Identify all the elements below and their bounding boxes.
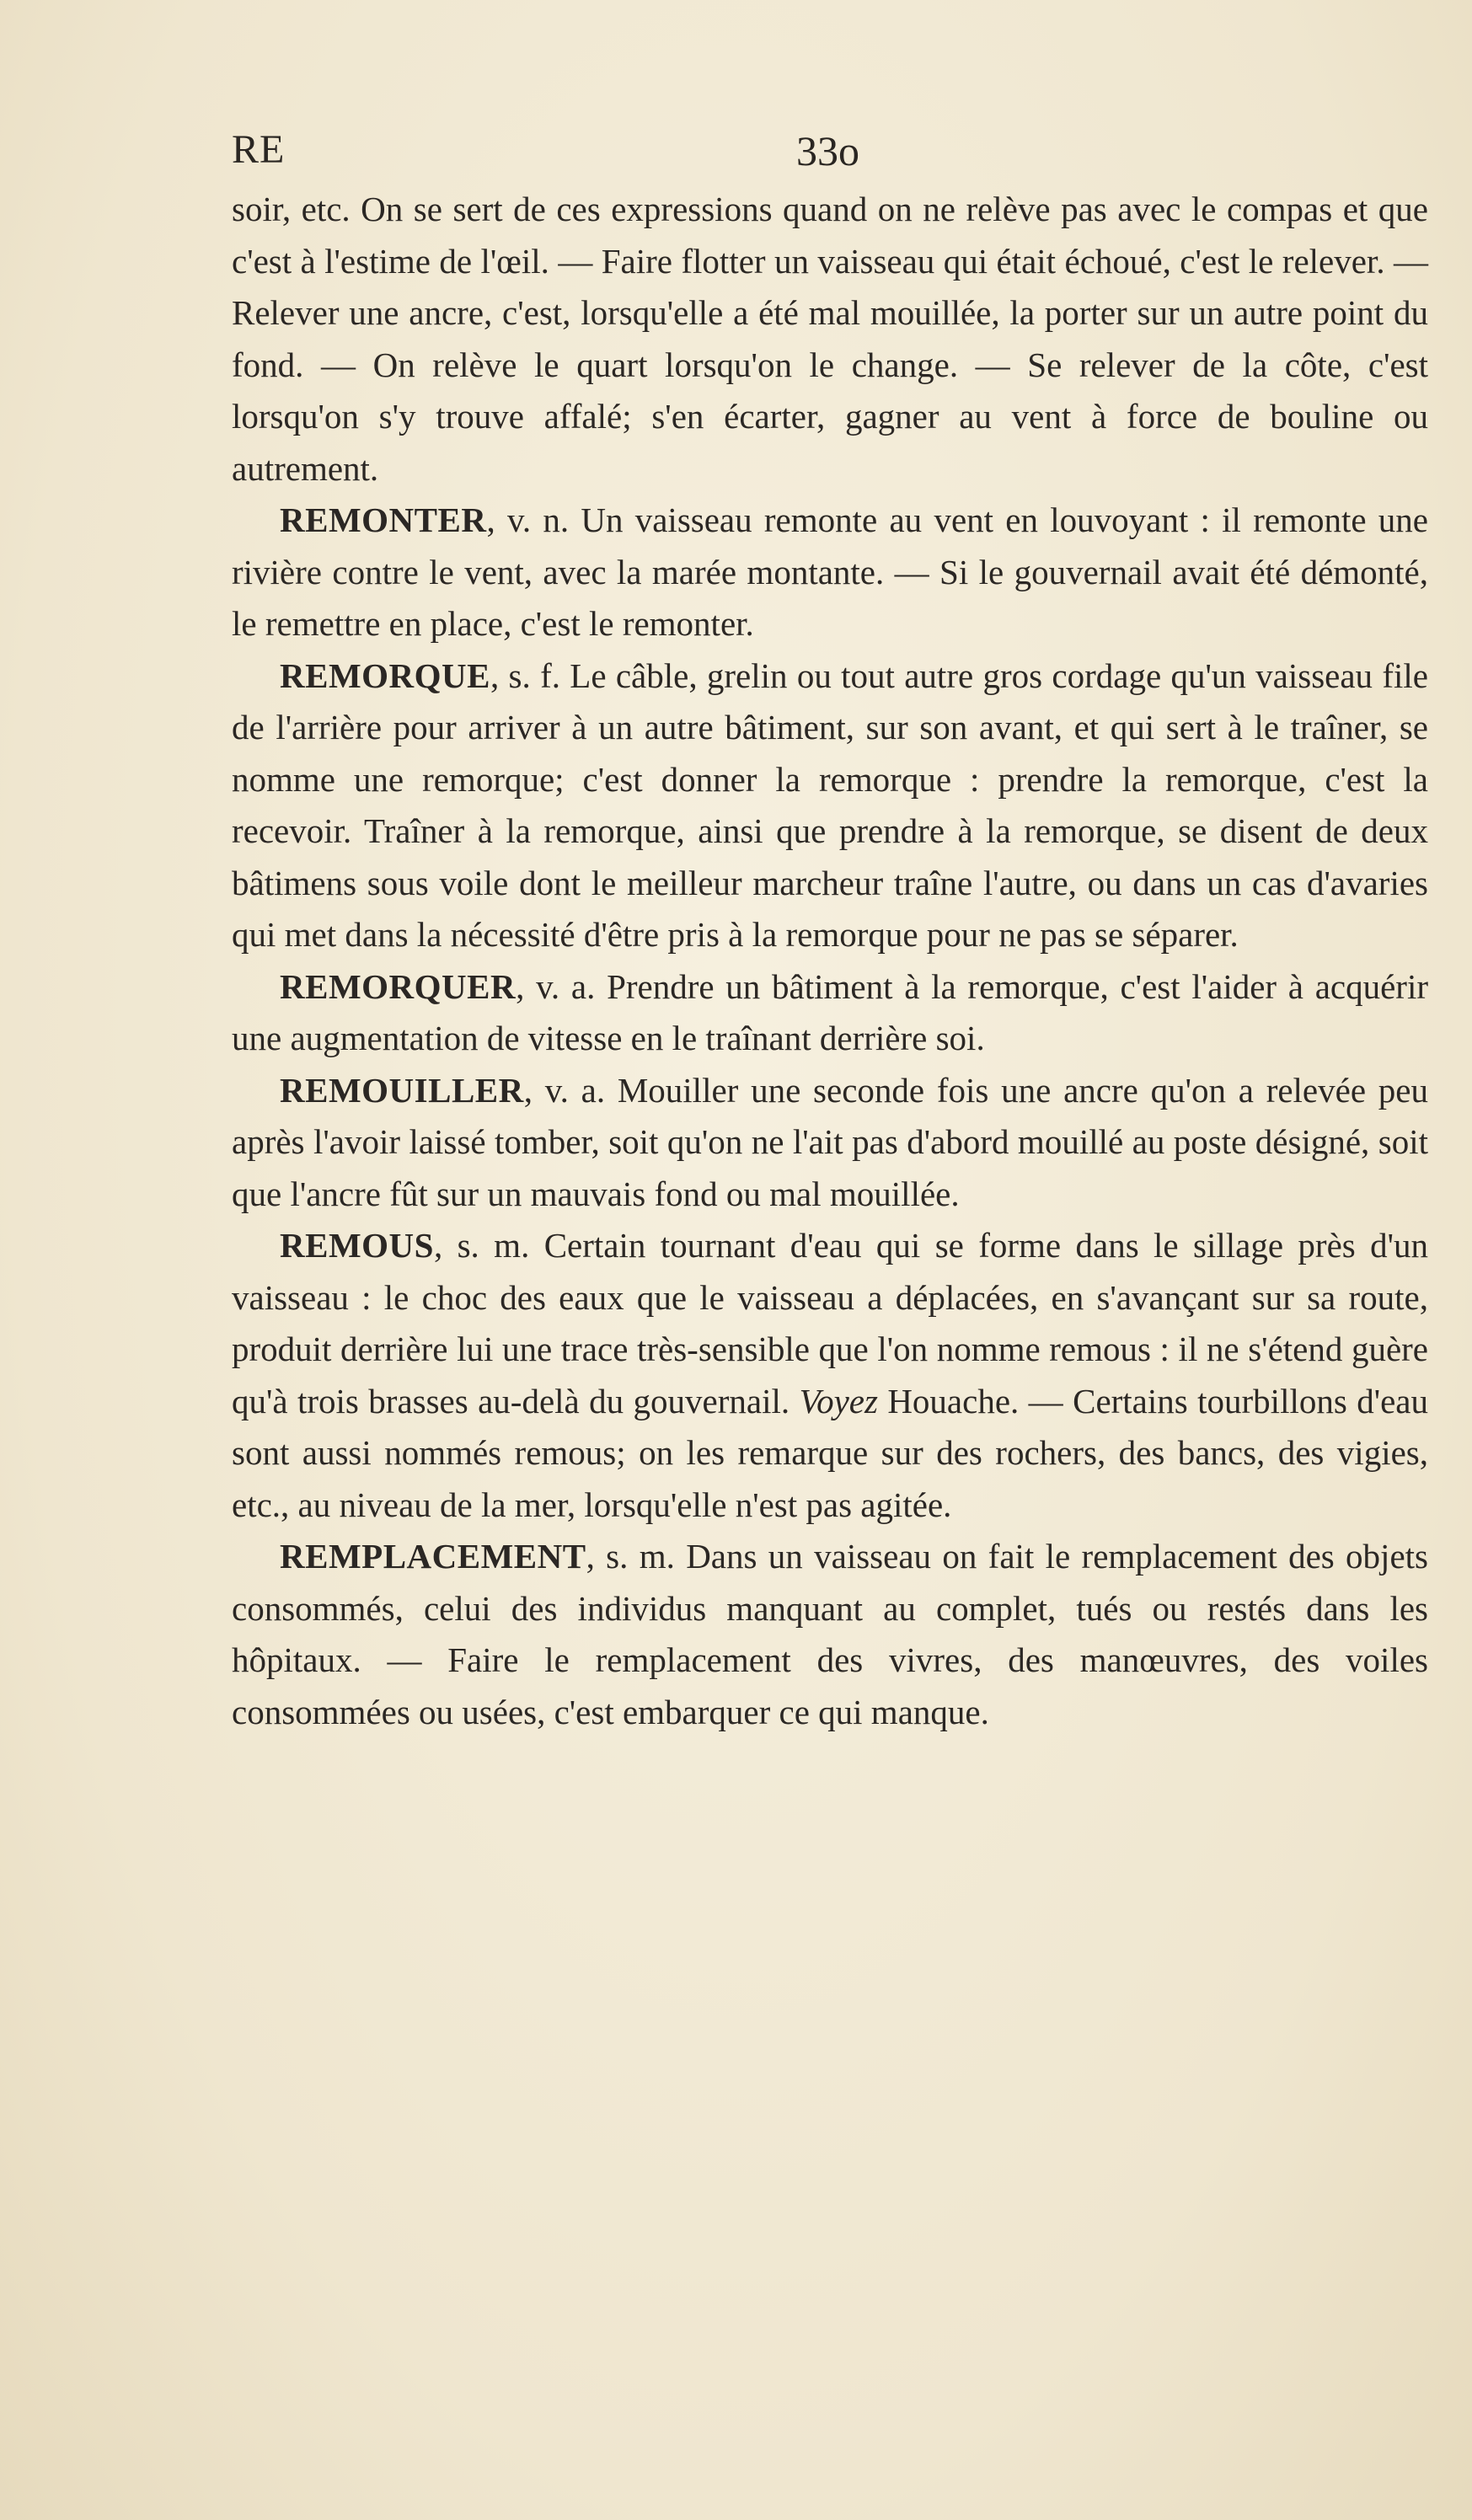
- grammar-label: , s. m.: [586, 1537, 675, 1576]
- headword: REMOUILLER: [280, 1070, 524, 1110]
- grammar-label: , v. a.: [516, 966, 596, 1006]
- cross-reference: Voyez: [799, 1381, 878, 1421]
- entry-remonter: [232, 495, 1428, 650]
- entry-remous: [232, 1220, 1428, 1531]
- headword: REMORQUER: [280, 966, 517, 1006]
- entry-remplacement: [232, 1531, 1428, 1738]
- entry-remorque: [232, 650, 1428, 961]
- headword: REMOUS: [280, 1226, 434, 1265]
- headword: REMPLACEMENT: [280, 1537, 586, 1576]
- running-head: RE: [232, 127, 286, 172]
- entry-text: Le câble, grelin ou tout autre gros cordage qu'un vaisseau file de l'arrière pour arriver à un autre bâtiment, sur son avant, et qui sert à le traîner, se nomme une remorque; c'est donner la remorque : prendre la remorque, c'est la recevoir. Traîner à la remorque, ainsi que prendre à la remorque, se disent de deux bâtimens sous voile dont le meilleur marcheur traîne l'autre, ou dans un cas d'avaries qui met dans la nécessité d'être pris à la remorque pour ne pas se séparer.: [232, 655, 1428, 954]
- grammar-label: , v. a.: [523, 1070, 606, 1110]
- headword: REMORQUE: [280, 655, 490, 695]
- grammar-label: , s. f.: [490, 655, 560, 695]
- entry-text: Certain tournant d'eau qui se forme dans le sillage près d'un vaisseau : le choc des eaux que le vaisseau a déplacées, en s'avançant sur sa route, produit derrière lui une trace très-sensible que l'on nomme remous : il ne s'étend guère qu'à trois brasses au-delà du gouvernail.: [232, 1226, 1428, 1421]
- entry-remouiller: [232, 1065, 1428, 1221]
- headword: REMONTER: [280, 500, 487, 539]
- entry-text: Prendre un bâtiment à la remorque, c'est l'aider à acquérir une augmentation de vitesse en le traînant derrière soi.: [232, 966, 1428, 1057]
- entry-text: Mouiller une seconde fois une ancre qu'on a relevée peu après l'avoir laissé tomber, soit qu'on ne l'ait pas d'abord mouillé au poste désigné, soit que l'ancre fût sur un mauvais fond ou mal mouillée.: [232, 1070, 1428, 1213]
- entry-text: Un vaisseau remonte au vent en louvoyant : il remonte une rivière contre le vent, avec la marée montante. — Si le gouvernail avait été démonté, le remettre en place, c'est le remonter.: [232, 500, 1428, 643]
- grammar-label: , s. m.: [433, 1226, 530, 1265]
- entry-text: Dans un vaisseau on fait le remplacement des objets consommés, celui des individus manquant au complet, tués ou restés dans les hôpitaux. — Faire le remplacement des vivres, des manœuvres, des voiles consommées ou usées, c'est embarquer ce qui manque.: [232, 1537, 1428, 1731]
- entry-remorquer: [232, 961, 1428, 1065]
- page-header: [232, 126, 1428, 177]
- paragraph-continuation: [232, 184, 1428, 495]
- page-body: [232, 184, 1428, 1738]
- grammar-label: , v. n.: [486, 500, 570, 539]
- page-number: 33o: [796, 127, 859, 174]
- paragraph-text: soir, etc. On se sert de ces expressions quand on ne relève pas avec le compas et que c'est à l'estime de l'œil. — Faire flotter un vaisseau qui était échoué, c'est le relever. — Relever une ancre, c'est, lorsqu'elle a été mal mouillée, la porter sur un autre point du fond. — On relève le quart lorsqu'on le change. — Se relever de la côte, c'est lorsqu'on s'y trouve affalé; s'en écarter, gagner au vent à force de bouline ou autrement.: [232, 190, 1428, 488]
- entry-text-after: Houache. — Certains tourbillons d'eau sont aussi nommés remous; on les remarque sur des rochers, des bancs, des vigies, etc., au niveau de la mer, lorsqu'elle n'est pas agitée.: [232, 1381, 1428, 1524]
